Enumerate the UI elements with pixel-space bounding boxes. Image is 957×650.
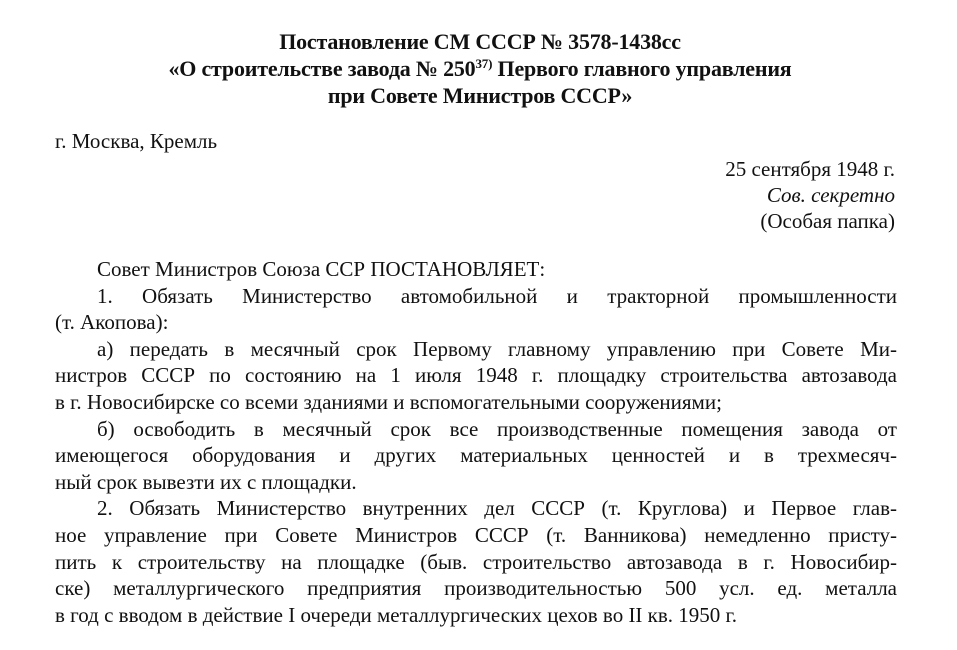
footnote-marker[interactable]: 37) <box>475 56 493 71</box>
body-line: ске) металлургического предприятия производительностью 500 усл. ед. металла <box>55 576 897 601</box>
body-line-preamble: Совет Министров Союза ССР ПОСТАНОВЛЯЕТ: <box>97 257 546 281</box>
title-subject-start: «О строительстве завода № 250 <box>168 56 476 81</box>
body-line: в год с вводом в действие I очереди металлургических цехов во II кв. 1950 г. <box>55 602 738 627</box>
body-line: пить к строительству на площадке (быв. строительство автозавода в г. Новосибир- <box>55 549 897 574</box>
body-line: нистров СССР по состоянию на 1 июля 1948 г. площадку строительства автозавода <box>55 363 897 388</box>
document-place: г. Москва, Кремль <box>55 129 218 153</box>
title-line-council: при Совете Министров СССР» <box>327 83 633 108</box>
body-line-item-1b: б) освободить в месячный срок все производственные помещения завода от <box>97 416 897 441</box>
body-line: ное управление при Совете Министров СССР (т. Ванникова) немедленно присту- <box>55 522 897 547</box>
document-meta <box>725 156 895 234</box>
body-line: ный срок вывезти их с площадки. <box>55 469 357 494</box>
title-line-decree-number: Постановление СМ СССР № 3578-1438сс <box>279 29 681 54</box>
title-line-subject <box>60 55 900 82</box>
body-line-item-2: 2. Обязать Министерство внутренних дел СССР (т. Круглова) и Первое глав- <box>97 496 897 521</box>
document-date: 25 сентября 1948 г. <box>725 157 895 181</box>
body-line: в г. Новосибирске со всеми зданиями и вспомогательными сооружениями; <box>55 389 722 414</box>
folder-label: (Особая папка) <box>760 209 895 233</box>
body-line: имеющегося оборудования и других материальных ценностей и в трехмесяч- <box>55 443 897 468</box>
document-body <box>55 256 897 628</box>
title-subject-end: Первого главного управления <box>492 56 792 81</box>
body-line-item-1: 1. Обязать Министерство автомобильной и тракторной промышленности <box>97 283 897 308</box>
classification-label: Сов. секретно <box>766 183 895 207</box>
document-title <box>60 28 900 109</box>
body-line: (т. Акопова): <box>55 310 169 335</box>
body-line-item-1a: а) передать в месячный срок Первому главному управлению при Совете Ми- <box>97 336 897 361</box>
